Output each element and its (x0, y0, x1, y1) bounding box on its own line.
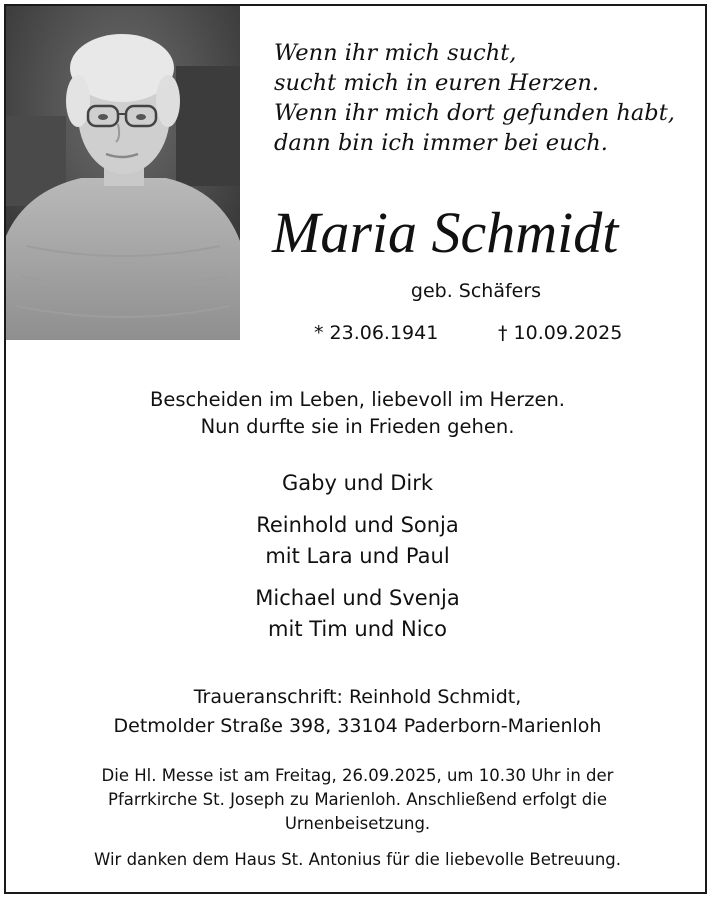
poem-line: Wenn ihr mich dort gefunden habt, (274, 100, 675, 126)
obituary-notice (4, 4, 707, 894)
mourner-line: mit Lara und Paul (265, 544, 450, 568)
address-line: Detmolder Straße 398, 33104 Paderborn-Marienloh (113, 715, 602, 737)
mourners-list (6, 468, 709, 656)
mass-line: Pfarrkirche St. Joseph zu Marienloh. Anschließend erfolgt die (108, 790, 607, 809)
mourner-line: Michael und Svenja (255, 586, 460, 610)
mourner-line: Gaby und Dirk (282, 471, 433, 495)
address-line: Traueranschrift: Reinhold Schmidt, (193, 686, 522, 708)
mourner-group (6, 468, 709, 499)
poem-line: Wenn ihr mich sucht, (274, 40, 517, 66)
mass-line: Die Hl. Messe ist am Freitag, 26.09.2025, um 10.30 Uhr in der (101, 766, 614, 785)
mass-announcement (6, 764, 709, 836)
birth-name: geb. Schäfers (410, 280, 542, 302)
mourning-address (6, 683, 709, 741)
thanks-line: Wir danken dem Haus St. Antonius für die liebevolle Betreuung. (94, 850, 621, 869)
motto-line: Bescheiden im Leben, liebevoll im Herzen. (149, 388, 565, 411)
deceased-name: Maria Schmidt (272, 200, 619, 265)
mass-line: Urnenbeisetzung. (284, 814, 431, 833)
birth-date: * 23.06.1941 (314, 322, 439, 344)
mourner-line: mit Tim und Nico (268, 617, 447, 641)
death-date: † 10.09.2025 (498, 322, 623, 344)
portrait-photo (6, 6, 240, 340)
poem-line: dann bin ich immer bei euch. (274, 130, 608, 156)
mourner-line: Reinhold und Sonja (256, 513, 459, 537)
mourner-group (6, 583, 709, 645)
thanks-note (6, 848, 709, 872)
poem-line: sucht mich in euren Herzen. (274, 70, 599, 96)
mourner-group (6, 510, 709, 572)
motto-line: Nun durfte sie in Frieden gehen. (200, 415, 515, 438)
poem (274, 38, 694, 158)
motto (6, 386, 709, 440)
